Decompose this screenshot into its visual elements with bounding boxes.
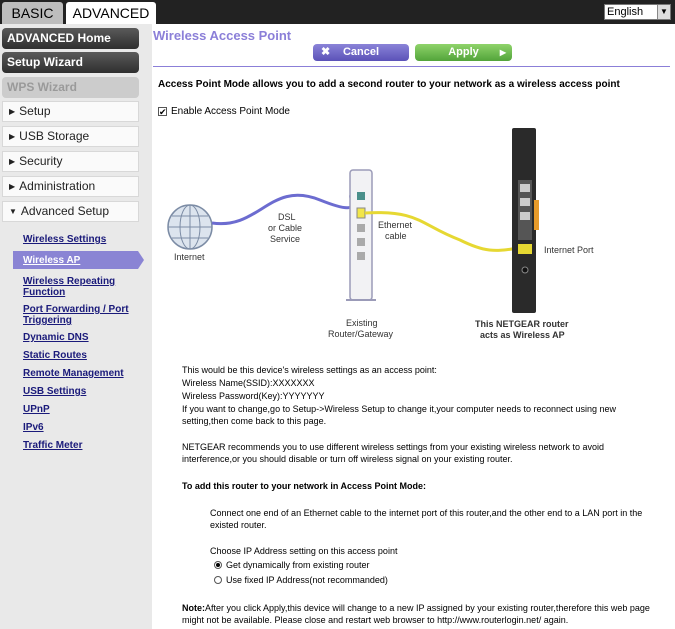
top-bar [0,0,675,24]
ip-fixed-label: Use fixed IP Address(not recommanded) [226,575,388,585]
triangle-right-icon: ▶ [9,132,16,141]
sidebar-item-ipv6[interactable]: IPv6 [23,422,44,433]
sidebar-section-label: Advanced Setup [20,204,109,218]
arrow-right-icon: ▶ [499,48,506,57]
sidebar-section-label: Security [19,154,63,168]
netgear-router-icon [512,128,539,313]
sidebar-section-setup[interactable] [2,101,139,122]
sidebar-item-wireless-ap[interactable] [13,251,138,269]
label-existing-1: Existing [346,318,378,328]
label-dsl-2: or Cable [268,223,303,233]
network-diagram [160,120,620,348]
label-ethernet-1: Ethernet [378,220,413,230]
info-choose-ip: Choose IP Address setting on this access point [210,546,398,556]
sidebar-item-dynamic-dns[interactable]: Dynamic DNS [23,332,89,343]
info-key: Wireless Password(Key):YYYYYYY [182,391,325,401]
label-internet: Internet [174,252,205,262]
triangle-right-icon: ▶ [9,107,16,116]
info-ssid: Wireless Name(SSID):XXXXXXX [182,378,315,388]
existing-router-icon [346,170,376,300]
triangle-down-icon: ▼ [9,207,17,216]
sidebar-section-security[interactable] [2,151,139,172]
globe-icon [168,205,212,249]
sidebar-advanced-home[interactable]: ADVANCED Home [2,28,139,49]
note-text: After you click Apply,this device will change to a new IP assigned by your existing router,therefore this web page might not be available. Please close and restart web browser to http://www.routerlogin.net/ again. [182,603,650,625]
sidebar-section-label: Setup [19,104,51,118]
ip-dynamic-label: Get dynamically from existing router [226,560,370,570]
enable-ap-checkbox[interactable]: ✔ [159,107,167,117]
sidebar-item-port-forwarding[interactable]: Port Forwarding / Port Triggering [23,304,129,326]
chevron-down-icon[interactable]: ▼ [657,5,670,19]
info-intro: This would be this device's wireless settings as an access point: [182,365,437,375]
sidebar-item-wireless-settings[interactable]: Wireless Settings [23,234,107,245]
label-internet-port: Internet Port [544,245,594,255]
close-icon: ✖ [321,46,331,58]
sidebar-section-usb-storage[interactable] [2,126,139,147]
tab-basic[interactable]: BASIC [2,2,63,24]
intro-text: Access Point Mode allows you to add a second router to your network as a wireless access point [158,79,620,90]
label-netgear-2: acts as Wireless AP [480,330,565,340]
apply-button[interactable] [415,44,512,61]
triangle-right-icon: ▶ [9,182,16,191]
sidebar-section-label: Administration [19,179,96,193]
info-recommend: NETGEAR recommends you to use different wireless settings from your existing wireless network to avoid interference,or you should disable or turn off wireless signal on your existing router. [182,442,605,464]
sidebar-item-static-routes[interactable]: Static Routes [23,350,87,361]
tab-advanced[interactable]: ADVANCED [66,2,156,24]
info-change: If you want to change,go to Setup->Wireless Setup to change it,your computer needs to reconnect using new setting,then come back to this page. [182,404,617,426]
sidebar-section-administration[interactable] [2,176,139,197]
apply-button-label: Apply [448,46,479,58]
cancel-button[interactable] [313,44,409,61]
page-title: Wireless Access Point [153,28,292,43]
sidebar-item-upnp[interactable]: UPnP [23,404,50,415]
sidebar-item-wireless-repeating[interactable]: Wireless Repeating Function [23,276,116,298]
info-note [182,602,667,626]
sidebar-item-usb-settings[interactable]: USB Settings [23,386,87,397]
cancel-button-label: Cancel [342,46,380,58]
sidebar-wps-wizard[interactable]: WPS Wizard [2,77,139,98]
label-netgear-1: This NETGEAR router [475,319,569,329]
radio-dot [216,563,220,567]
sidebar-section-label: USB Storage [19,129,90,143]
sidebar-item-traffic-meter[interactable]: Traffic Meter [23,440,83,451]
enable-ap-label: Enable Access Point Mode [171,106,290,117]
label-dsl-1: DSL [278,212,296,222]
sidebar-item-label: Wireless AP [23,255,81,266]
label-existing-2: Router/Gateway [328,329,394,339]
language-select[interactable] [604,4,671,20]
sidebar-section-advanced-setup[interactable] [2,201,139,222]
label-ethernet-2: cable [385,231,407,241]
sidebar-setup-wizard[interactable]: Setup Wizard [2,52,139,73]
ip-dynamic-radio[interactable] [214,561,222,569]
active-pointer-icon [138,251,144,269]
sidebar [0,24,152,629]
info-add-heading: To add this router to your network in Access Point Mode: [182,481,427,491]
ip-fixed-radio[interactable] [214,576,222,584]
divider [153,66,670,67]
info-connect: Connect one end of an Ethernet cable to the internet port of this router,and the other end to a LAN port in the existed router. [210,508,643,530]
label-dsl-3: Service [270,234,301,244]
language-select-value: English [607,6,644,18]
sidebar-item-remote-management[interactable]: Remote Management [23,368,124,379]
triangle-right-icon: ▶ [9,157,16,166]
note-label: Note: [182,603,205,613]
